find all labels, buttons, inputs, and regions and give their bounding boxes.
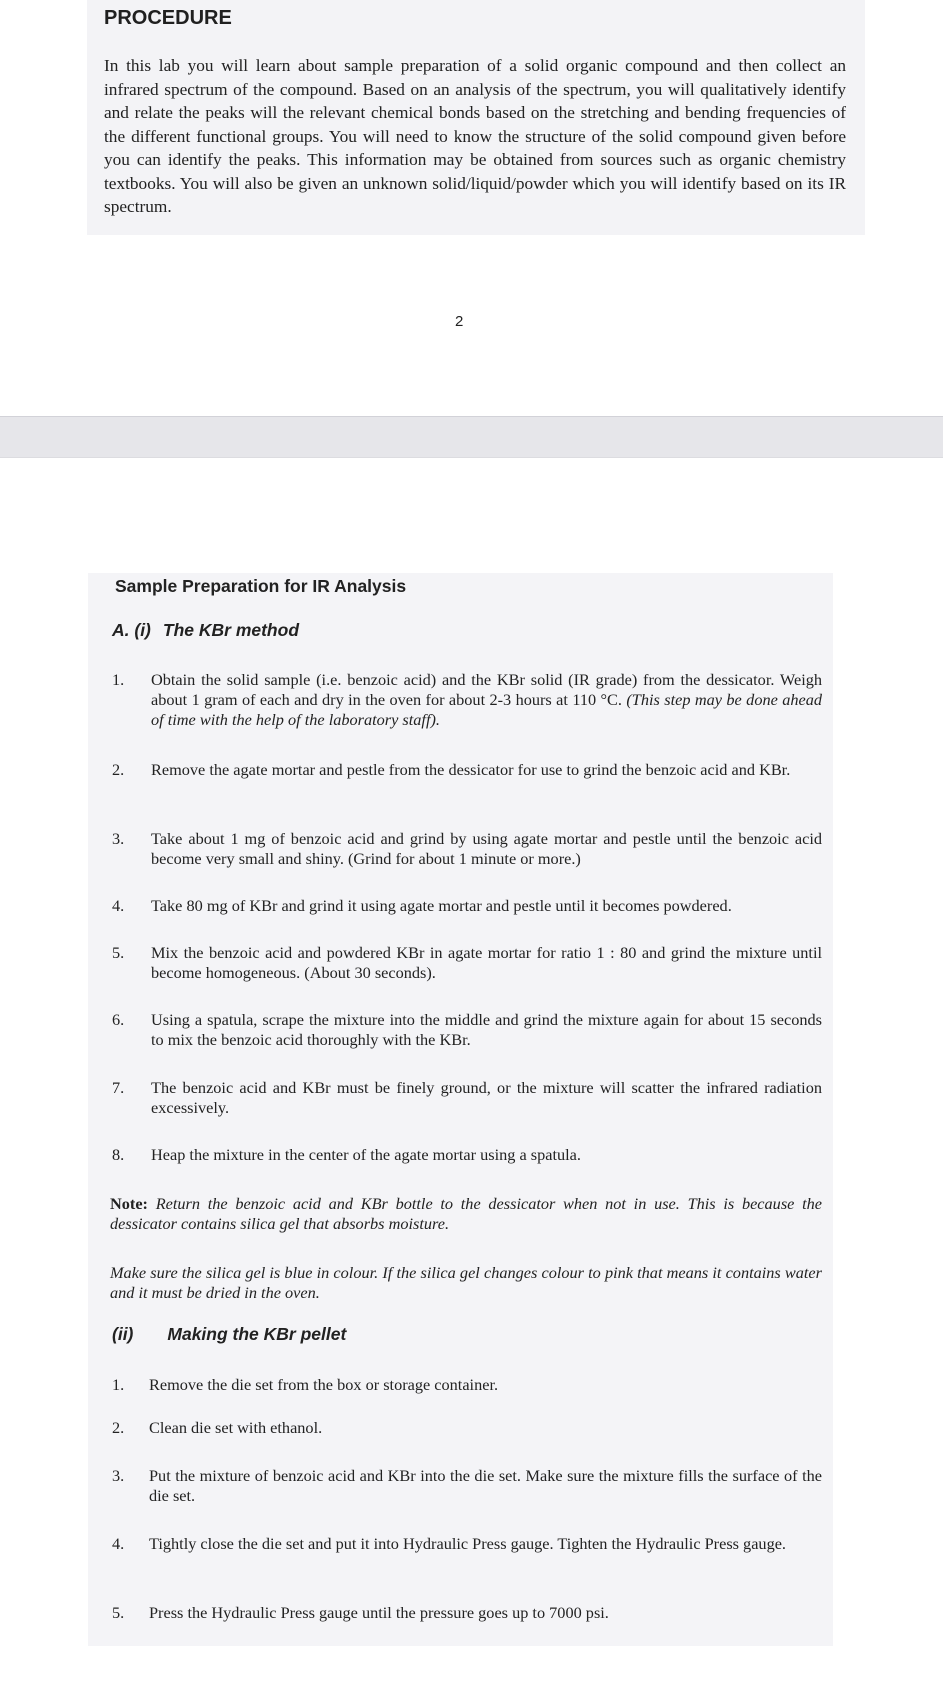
step-text: Using a spatula, scrape the mixture into the middle and grind the mixture again for about 15 seconds to mix the benzoic acid thoroughly with the KBr. [151, 1010, 822, 1049]
step-number: 5. [112, 1603, 125, 1622]
step-text: Take 80 mg of KBr and grind it using agate mortar and pestle until it becomes powdered. [151, 896, 732, 915]
list-item [112, 670, 822, 730]
step-number: 1. [112, 670, 125, 689]
step-text: Remove the die set from the box or storage container. [149, 1375, 499, 1394]
list-item [112, 1418, 822, 1438]
step-text: Obtain the solid sample (i.e. benzoic acid) and the KBr solid (IR grade) from the dessicator. Weigh about 1 gram of each and dry in the oven for about 2-3 hours at 110 °C. [151, 670, 822, 709]
list-item [112, 896, 822, 916]
step-note: (This step may be done ahead of time with the help of the laboratory staff). [151, 690, 823, 729]
step-text: Remove the agate mortar and pestle from the dessicator for use to grind the benzoic acid and KBr. [151, 760, 791, 779]
list-item [112, 1375, 822, 1395]
list-item [112, 1466, 822, 1506]
step-number: 7. [112, 1078, 125, 1097]
page-number: 2 [455, 313, 464, 330]
list-item [112, 1145, 822, 1165]
list-item [112, 760, 822, 780]
page-divider [0, 416, 943, 458]
step-number: 6. [112, 1010, 125, 1029]
step-number: 1. [112, 1375, 125, 1394]
step-text: Heap the mixture in the center of the agate mortar using a spatula. [151, 1145, 581, 1164]
step-number: 4. [112, 1534, 125, 1553]
list-item [112, 1078, 822, 1118]
kbr-pellet-title: Making the KBr pellet [167, 1324, 347, 1344]
list-item [112, 943, 822, 983]
step-number: 2. [112, 760, 125, 779]
step-number: 5. [112, 943, 125, 962]
step-text: Clean die set with ethanol. [149, 1418, 323, 1437]
step-number: 3. [112, 1466, 125, 1485]
page-fragment-sample-preparation [88, 573, 833, 1646]
list-item [112, 1603, 822, 1623]
step-text: Put the mixture of benzoic acid and KBr into the die set. Make sure the mixture fills the surface of the die set. [149, 1466, 822, 1505]
list-item [112, 1534, 822, 1554]
note-paragraph [110, 1194, 822, 1234]
page-fragment-procedure [87, 0, 865, 235]
procedure-heading: PROCEDURE [104, 7, 232, 29]
note-label: Note: [110, 1194, 148, 1213]
note-text: Return the benzoic acid and KBr bottle to the dessicator when not in use. This is because the dessicator contains silica gel that absorbs moisture. [110, 1194, 822, 1233]
step-text: The benzoic acid and KBr must be finely ground, or the mixture will scatter the infrared radiation excessively. [151, 1078, 822, 1117]
step-number: 2. [112, 1418, 125, 1437]
kbr-pellet-label: (ii) [112, 1324, 134, 1344]
procedure-paragraph: In this lab you will learn about sample preparation of a solid organic compound and then collect an infrared spectrum of the compound. Based on an analysis of the spectrum, you will qualitatively identify and relate the peaks will the relevant chemical bonds based on the stretching and bending frequencies of the different functional groups. You will need to know the structure of the solid compound given before you can identify the peaks. This information may be obtained from sources such as organic chemistry textbooks. You will also be given an unknown solid/liquid/powder which you will identify based on its IR spectrum. [104, 56, 846, 216]
list-item [112, 1010, 822, 1050]
step-number: 3. [112, 829, 125, 848]
silica-gel-paragraph: Make sure the silica gel is blue in colour. If the silica gel changes colour to pink that means it contains water and it must be dried in the oven. [110, 1263, 822, 1302]
step-number: 8. [112, 1145, 125, 1164]
kbr-method-heading [112, 620, 299, 641]
kbr-method-label: A. (i) [112, 620, 151, 640]
step-text: Tightly close the die set and put it into Hydraulic Press gauge. Tighten the Hydraulic Press gauge. [149, 1534, 787, 1553]
kbr-method-title: The KBr method [162, 620, 300, 640]
kbr-pellet-heading [112, 1324, 346, 1345]
step-text: Press the Hydraulic Press gauge until the pressure goes up to 7000 psi. [149, 1603, 609, 1622]
step-text: Take about 1 mg of benzoic acid and grind by using agate mortar and pestle until the benzoic acid become very small and shiny. (Grind for about 1 minute or more.) [151, 829, 822, 868]
step-number: 4. [112, 896, 125, 915]
sample-prep-title: Sample Preparation for IR Analysis [115, 576, 407, 596]
step-text: Mix the benzoic acid and powdered KBr in agate mortar for ratio 1 : 80 and grind the mixture until become homogeneous. (About 30 seconds). [151, 943, 822, 982]
list-item [112, 829, 822, 869]
